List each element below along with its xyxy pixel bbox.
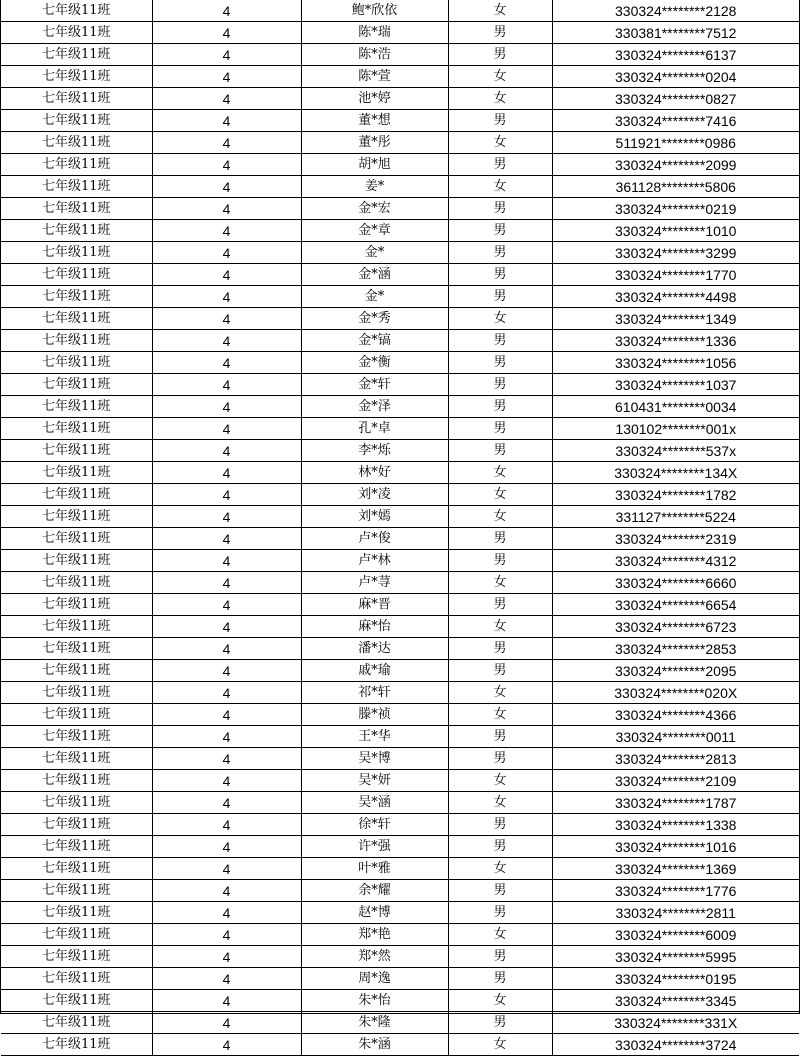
table-row — [1, 770, 799, 792]
table-row — [1, 286, 799, 308]
table-row — [1, 748, 799, 770]
id-number-cell: 330324********0827 — [552, 88, 799, 110]
number-cell: 4 — [152, 308, 301, 330]
name-cell: 朱*隆 — [301, 1012, 448, 1034]
class-cell: 七年级11班 — [1, 902, 152, 924]
name-cell: 金*轩 — [301, 374, 448, 396]
sex-cell: 男 — [448, 902, 552, 924]
class-cell: 七年级11班 — [1, 506, 152, 528]
id-number-cell: 330324********0219 — [552, 198, 799, 220]
sex-cell: 男 — [448, 374, 552, 396]
number-cell: 4 — [152, 286, 301, 308]
class-cell: 七年级11班 — [1, 792, 152, 814]
number-cell: 4 — [152, 0, 301, 22]
name-cell: 董*彤 — [301, 132, 448, 154]
table-row — [1, 836, 799, 858]
number-cell: 4 — [152, 946, 301, 968]
table-row — [1, 792, 799, 814]
class-cell: 七年级11班 — [1, 440, 152, 462]
number-cell: 4 — [152, 902, 301, 924]
number-cell: 4 — [152, 572, 301, 594]
name-cell: 滕*祯 — [301, 704, 448, 726]
class-cell: 七年级11班 — [1, 946, 152, 968]
id-number-cell: 330324********1770 — [552, 264, 799, 286]
sex-cell: 男 — [448, 440, 552, 462]
table-row — [1, 858, 799, 880]
class-cell: 七年级11班 — [1, 242, 152, 264]
id-number-cell: 330324********331X — [552, 1012, 799, 1034]
id-number-cell: 330324********1037 — [552, 374, 799, 396]
sex-cell: 女 — [448, 66, 552, 88]
id-number-cell: 511921********0986 — [552, 132, 799, 154]
id-number-cell: 330324********4366 — [552, 704, 799, 726]
class-cell: 七年级11班 — [1, 1012, 152, 1034]
name-cell: 刘*凌 — [301, 484, 448, 506]
table-row — [1, 924, 799, 946]
id-number-cell: 330324********2109 — [552, 770, 799, 792]
name-cell: 潘*达 — [301, 638, 448, 660]
sex-cell: 男 — [448, 396, 552, 418]
number-cell: 4 — [152, 704, 301, 726]
table-row — [1, 616, 799, 638]
table-row — [1, 22, 799, 44]
class-cell: 七年级11班 — [1, 308, 152, 330]
id-number-cell: 330324********2813 — [552, 748, 799, 770]
number-cell: 4 — [152, 220, 301, 242]
class-cell: 七年级11班 — [1, 88, 152, 110]
sex-cell: 女 — [448, 858, 552, 880]
class-cell: 七年级11班 — [1, 264, 152, 286]
sex-cell: 男 — [448, 330, 552, 352]
name-cell: 朱*怡 — [301, 990, 448, 1012]
id-number-cell: 330324********0011 — [552, 726, 799, 748]
class-cell: 七年级11班 — [1, 528, 152, 550]
id-number-cell: 330324********1776 — [552, 880, 799, 902]
number-cell: 4 — [152, 44, 301, 66]
sex-cell: 男 — [448, 220, 552, 242]
name-cell: 陈*萱 — [301, 66, 448, 88]
name-cell: 余*耀 — [301, 880, 448, 902]
class-cell: 七年级11班 — [1, 748, 152, 770]
name-cell: 陈*瑞 — [301, 22, 448, 44]
class-cell: 七年级11班 — [1, 374, 152, 396]
sex-cell: 男 — [448, 418, 552, 440]
table-row — [1, 352, 799, 374]
number-cell: 4 — [152, 924, 301, 946]
name-cell: 林*好 — [301, 462, 448, 484]
table-row — [1, 814, 799, 836]
number-cell: 4 — [152, 792, 301, 814]
number-cell: 4 — [152, 154, 301, 176]
sex-cell: 男 — [448, 638, 552, 660]
name-cell: 赵*博 — [301, 902, 448, 924]
number-cell: 4 — [152, 770, 301, 792]
sex-cell: 男 — [448, 594, 552, 616]
name-cell: 金*秀 — [301, 308, 448, 330]
class-cell: 七年级11班 — [1, 770, 152, 792]
class-cell: 七年级11班 — [1, 550, 152, 572]
number-cell: 4 — [152, 880, 301, 902]
table-row — [1, 330, 799, 352]
name-cell: 郑*然 — [301, 946, 448, 968]
id-number-cell: 330324********1782 — [552, 484, 799, 506]
name-cell: 池*婷 — [301, 88, 448, 110]
class-cell: 七年级11班 — [1, 660, 152, 682]
table-row — [1, 0, 799, 22]
number-cell: 4 — [152, 990, 301, 1012]
table-row — [1, 132, 799, 154]
class-cell: 七年级11班 — [1, 594, 152, 616]
class-cell: 七年级11班 — [1, 726, 152, 748]
table-row — [1, 572, 799, 594]
class-cell: 七年级11班 — [1, 462, 152, 484]
id-number-cell: 330381********7512 — [552, 22, 799, 44]
table-row — [1, 880, 799, 902]
name-cell: 许*强 — [301, 836, 448, 858]
sex-cell: 女 — [448, 132, 552, 154]
id-number-cell: 330324********020X — [552, 682, 799, 704]
number-cell: 4 — [152, 330, 301, 352]
id-number-cell: 130102********001x — [552, 418, 799, 440]
name-cell: 吴*涵 — [301, 792, 448, 814]
id-number-cell: 330324********1369 — [552, 858, 799, 880]
id-number-cell: 330324********1016 — [552, 836, 799, 858]
number-cell: 4 — [152, 594, 301, 616]
number-cell: 4 — [152, 396, 301, 418]
number-cell: 4 — [152, 22, 301, 44]
table-row — [1, 638, 799, 660]
name-cell: 吴*妍 — [301, 770, 448, 792]
sex-cell: 男 — [448, 660, 552, 682]
number-cell: 4 — [152, 682, 301, 704]
number-cell: 4 — [152, 1034, 301, 1056]
table-row — [1, 44, 799, 66]
table-row — [1, 154, 799, 176]
number-cell: 4 — [152, 616, 301, 638]
number-cell: 4 — [152, 528, 301, 550]
id-number-cell: 330324********0195 — [552, 968, 799, 990]
student-roster-table — [1, 0, 799, 1056]
id-number-cell: 330324********7416 — [552, 110, 799, 132]
table-row — [1, 242, 799, 264]
table-row — [1, 594, 799, 616]
table-row — [1, 1034, 799, 1056]
name-cell: 麻*怡 — [301, 616, 448, 638]
id-number-cell: 330324********2319 — [552, 528, 799, 550]
table-row — [1, 902, 799, 924]
id-number-cell: 330324********6660 — [552, 572, 799, 594]
name-cell: 郑*艳 — [301, 924, 448, 946]
sex-cell: 男 — [448, 726, 552, 748]
number-cell: 4 — [152, 748, 301, 770]
id-number-cell: 330324********3724 — [552, 1034, 799, 1056]
sex-cell: 男 — [448, 946, 552, 968]
name-cell: 刘*嫣 — [301, 506, 448, 528]
id-number-cell: 330324********1349 — [552, 308, 799, 330]
table-row — [1, 682, 799, 704]
class-cell: 七年级11班 — [1, 220, 152, 242]
class-cell: 七年级11班 — [1, 968, 152, 990]
id-number-cell: 330324********6723 — [552, 616, 799, 638]
id-number-cell: 330324********537x — [552, 440, 799, 462]
table-row — [1, 726, 799, 748]
sex-cell: 男 — [448, 550, 552, 572]
name-cell: 姜* — [301, 176, 448, 198]
sex-cell: 女 — [448, 484, 552, 506]
number-cell: 4 — [152, 440, 301, 462]
number-cell: 4 — [152, 660, 301, 682]
id-number-cell: 330324********6009 — [552, 924, 799, 946]
name-cell: 卢*林 — [301, 550, 448, 572]
id-number-cell: 330324********4312 — [552, 550, 799, 572]
table-row — [1, 198, 799, 220]
class-cell: 七年级11班 — [1, 1034, 152, 1056]
name-cell: 朱*涵 — [301, 1034, 448, 1056]
name-cell: 戚*瑜 — [301, 660, 448, 682]
table-row — [1, 264, 799, 286]
class-cell: 七年级11班 — [1, 418, 152, 440]
sex-cell: 男 — [448, 352, 552, 374]
class-cell: 七年级11班 — [1, 924, 152, 946]
sex-cell: 男 — [448, 110, 552, 132]
sex-cell: 男 — [448, 1012, 552, 1034]
name-cell: 鲍*欣依 — [301, 0, 448, 22]
table-row — [1, 308, 799, 330]
name-cell: 金* — [301, 286, 448, 308]
name-cell: 周*逸 — [301, 968, 448, 990]
id-number-cell: 330324********1336 — [552, 330, 799, 352]
id-number-cell: 330324********1338 — [552, 814, 799, 836]
class-cell: 七年级11班 — [1, 704, 152, 726]
number-cell: 4 — [152, 506, 301, 528]
table-row — [1, 550, 799, 572]
sex-cell: 女 — [448, 924, 552, 946]
sex-cell: 女 — [448, 462, 552, 484]
class-cell: 七年级11班 — [1, 682, 152, 704]
number-cell: 4 — [152, 836, 301, 858]
number-cell: 4 — [152, 176, 301, 198]
name-cell: 叶*雅 — [301, 858, 448, 880]
sex-cell: 男 — [448, 968, 552, 990]
sex-cell: 女 — [448, 616, 552, 638]
id-number-cell: 330324********3299 — [552, 242, 799, 264]
name-cell: 金*镐 — [301, 330, 448, 352]
number-cell: 4 — [152, 1012, 301, 1034]
number-cell: 4 — [152, 264, 301, 286]
table-row — [1, 66, 799, 88]
name-cell: 金*涵 — [301, 264, 448, 286]
sex-cell: 男 — [448, 242, 552, 264]
class-cell: 七年级11班 — [1, 0, 152, 22]
number-cell: 4 — [152, 132, 301, 154]
table-row — [1, 990, 799, 1012]
sex-cell: 女 — [448, 88, 552, 110]
sex-cell: 男 — [448, 154, 552, 176]
name-cell: 卢*荨 — [301, 572, 448, 594]
sex-cell: 女 — [448, 0, 552, 22]
sex-cell: 男 — [448, 198, 552, 220]
sex-cell: 女 — [448, 792, 552, 814]
id-number-cell: 330324********2811 — [552, 902, 799, 924]
number-cell: 4 — [152, 726, 301, 748]
name-cell: 王*华 — [301, 726, 448, 748]
number-cell: 4 — [152, 110, 301, 132]
sex-cell: 男 — [448, 286, 552, 308]
sex-cell: 男 — [448, 264, 552, 286]
id-number-cell: 330324********1787 — [552, 792, 799, 814]
class-cell: 七年级11班 — [1, 484, 152, 506]
sex-cell: 男 — [448, 528, 552, 550]
sex-cell: 女 — [448, 990, 552, 1012]
id-number-cell: 330324********6654 — [552, 594, 799, 616]
name-cell: 金* — [301, 242, 448, 264]
table-row — [1, 374, 799, 396]
class-cell: 七年级11班 — [1, 110, 152, 132]
sex-cell: 女 — [448, 1034, 552, 1056]
table-row — [1, 946, 799, 968]
table-row — [1, 220, 799, 242]
class-cell: 七年级11班 — [1, 572, 152, 594]
class-cell: 七年级11班 — [1, 814, 152, 836]
id-number-cell: 330324********134X — [552, 462, 799, 484]
sex-cell: 女 — [448, 308, 552, 330]
number-cell: 4 — [152, 66, 301, 88]
number-cell: 4 — [152, 198, 301, 220]
table-row — [1, 440, 799, 462]
table-row — [1, 968, 799, 990]
sex-cell: 女 — [448, 770, 552, 792]
name-cell: 胡*旭 — [301, 154, 448, 176]
sex-cell: 男 — [448, 44, 552, 66]
number-cell: 4 — [152, 968, 301, 990]
class-cell: 七年级11班 — [1, 836, 152, 858]
number-cell: 4 — [152, 462, 301, 484]
number-cell: 4 — [152, 858, 301, 880]
id-number-cell: 330324********1010 — [552, 220, 799, 242]
sex-cell: 男 — [448, 814, 552, 836]
class-cell: 七年级11班 — [1, 396, 152, 418]
roster-table-body — [1, 0, 799, 1056]
name-cell: 金*宏 — [301, 198, 448, 220]
id-number-cell: 330324********2095 — [552, 660, 799, 682]
name-cell: 卢*俊 — [301, 528, 448, 550]
name-cell: 董*想 — [301, 110, 448, 132]
table-row — [1, 176, 799, 198]
id-number-cell: 330324********1056 — [552, 352, 799, 374]
id-number-cell: 330324********6137 — [552, 44, 799, 66]
table-row — [1, 418, 799, 440]
number-cell: 4 — [152, 418, 301, 440]
number-cell: 4 — [152, 638, 301, 660]
table-row — [1, 484, 799, 506]
id-number-cell: 330324********2128 — [552, 0, 799, 22]
class-cell: 七年级11班 — [1, 330, 152, 352]
id-number-cell: 330324********0204 — [552, 66, 799, 88]
class-cell: 七年级11班 — [1, 616, 152, 638]
sex-cell: 男 — [448, 22, 552, 44]
table-row — [1, 506, 799, 528]
table-row — [1, 528, 799, 550]
id-number-cell: 330324********4498 — [552, 286, 799, 308]
name-cell: 吴*博 — [301, 748, 448, 770]
id-number-cell: 330324********5995 — [552, 946, 799, 968]
number-cell: 4 — [152, 352, 301, 374]
class-cell: 七年级11班 — [1, 880, 152, 902]
class-cell: 七年级11班 — [1, 154, 152, 176]
name-cell: 金*衡 — [301, 352, 448, 374]
number-cell: 4 — [152, 814, 301, 836]
number-cell: 4 — [152, 374, 301, 396]
name-cell: 孔*卓 — [301, 418, 448, 440]
table-row — [1, 1012, 799, 1034]
class-cell: 七年级11班 — [1, 66, 152, 88]
number-cell: 4 — [152, 242, 301, 264]
table-row — [1, 660, 799, 682]
class-cell: 七年级11班 — [1, 22, 152, 44]
table-row — [1, 396, 799, 418]
name-cell: 麻*晋 — [301, 594, 448, 616]
id-number-cell: 361128********5806 — [552, 176, 799, 198]
class-cell: 七年级11班 — [1, 990, 152, 1012]
name-cell: 金*泽 — [301, 396, 448, 418]
table-row — [1, 110, 799, 132]
number-cell: 4 — [152, 550, 301, 572]
id-number-cell: 331127********5224 — [552, 506, 799, 528]
class-cell: 七年级11班 — [1, 858, 152, 880]
class-cell: 七年级11班 — [1, 44, 152, 66]
name-cell: 祁*轩 — [301, 682, 448, 704]
class-cell: 七年级11班 — [1, 638, 152, 660]
sex-cell: 男 — [448, 880, 552, 902]
table-row — [1, 704, 799, 726]
table-row — [1, 88, 799, 110]
number-cell: 4 — [152, 88, 301, 110]
id-number-cell: 330324********2853 — [552, 638, 799, 660]
id-number-cell: 330324********3345 — [552, 990, 799, 1012]
sex-cell: 男 — [448, 836, 552, 858]
sex-cell: 女 — [448, 506, 552, 528]
table-row — [1, 462, 799, 484]
name-cell: 陈*浩 — [301, 44, 448, 66]
name-cell: 金*章 — [301, 220, 448, 242]
class-cell: 七年级11班 — [1, 352, 152, 374]
name-cell: 徐*轩 — [301, 814, 448, 836]
sex-cell: 女 — [448, 572, 552, 594]
name-cell: 李*烁 — [301, 440, 448, 462]
sex-cell: 女 — [448, 704, 552, 726]
class-cell: 七年级11班 — [1, 198, 152, 220]
class-cell: 七年级11班 — [1, 132, 152, 154]
sex-cell: 女 — [448, 176, 552, 198]
class-cell: 七年级11班 — [1, 176, 152, 198]
id-number-cell: 330324********2099 — [552, 154, 799, 176]
id-number-cell: 610431********0034 — [552, 396, 799, 418]
class-cell: 七年级11班 — [1, 286, 152, 308]
number-cell: 4 — [152, 484, 301, 506]
sex-cell: 女 — [448, 682, 552, 704]
sex-cell: 男 — [448, 748, 552, 770]
